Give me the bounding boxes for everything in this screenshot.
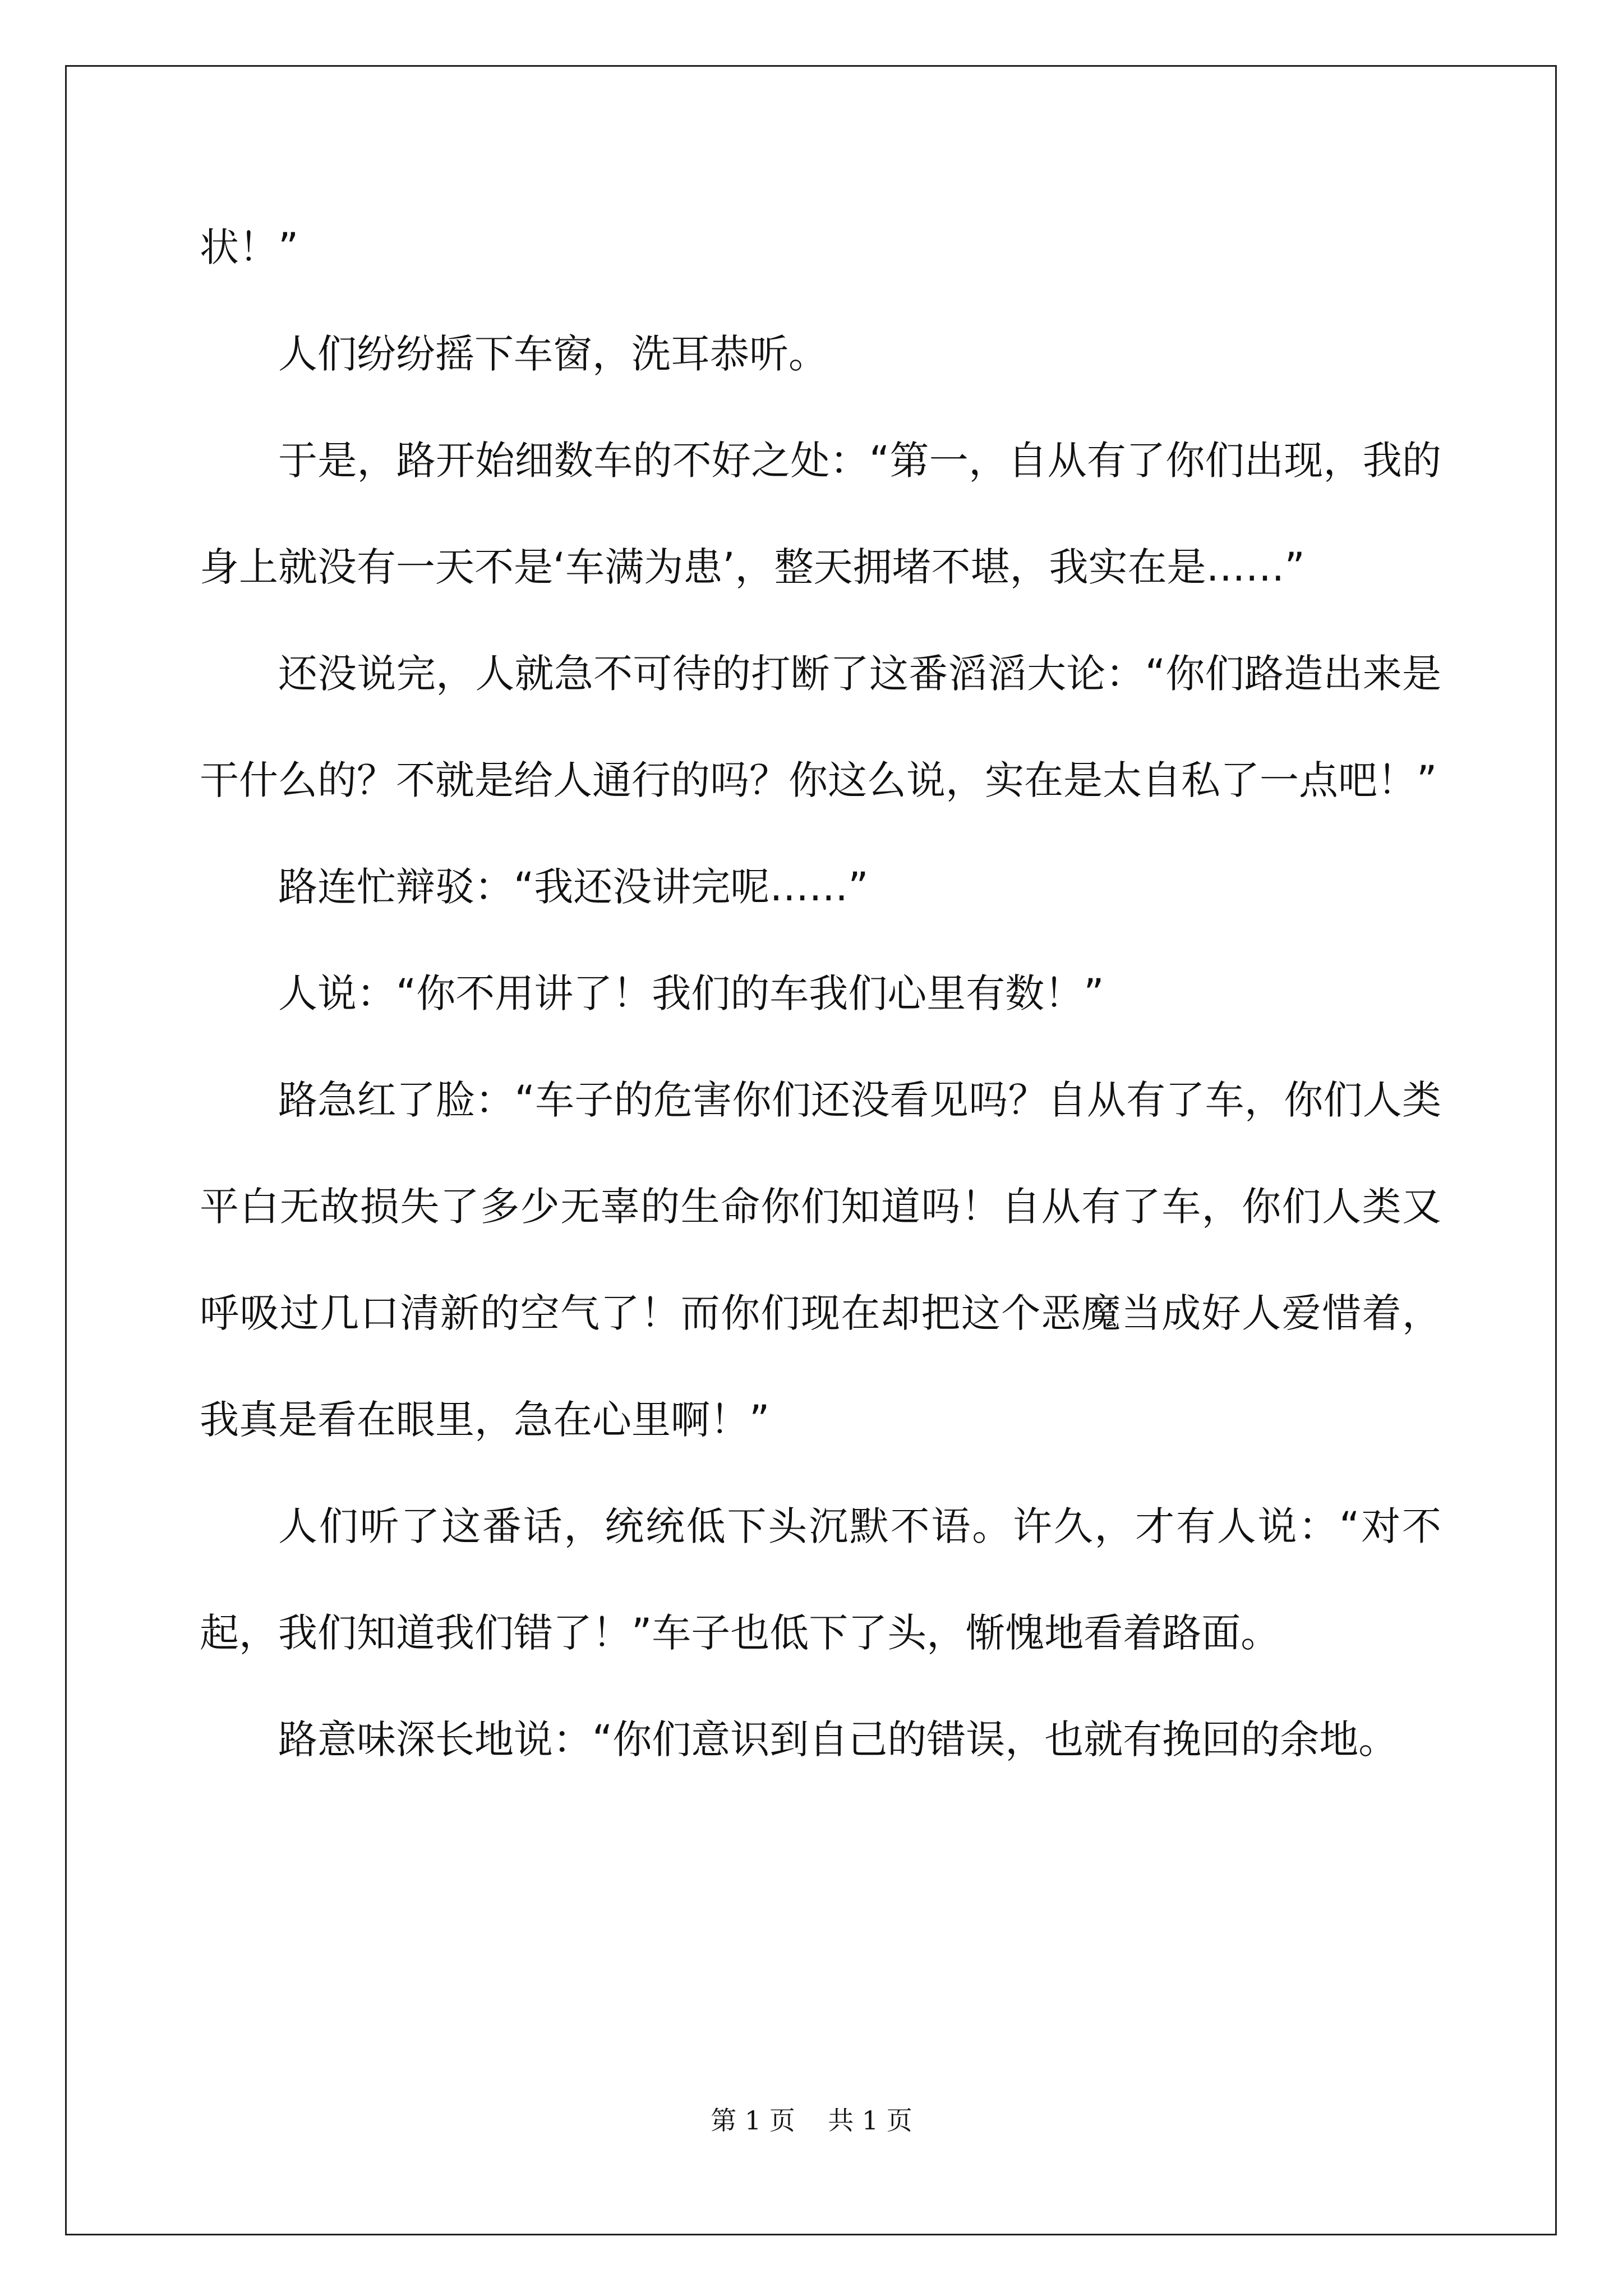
paragraph: 人说：“你不用讲了！我们的车我们心里有数！”	[278, 970, 1104, 1016]
paragraph: 人们听了这番话，统统低下头沉默不语。许久，才有人说：“对不起，我们知道我们错了！”车子也低下了头，惭愧地看着路面。	[200, 1503, 1441, 1656]
page-footer	[0, 2100, 1623, 2137]
page-number-label: 第 1 页 共 1 页	[711, 2105, 912, 2136]
paragraph: 路意味深长地说：“你们意识到自己的错误，也就有挽回的余地。	[278, 1717, 1398, 1763]
paragraph: 路急红了脸：“车子的危害你们还没看见吗？自从有了车，你们人类平白无故损失了多少无辜的生命你们知道吗！自从有了车，你们人类又呼吸过几口清新的空气了！而你们现在却把这个恶魔当成好人爱惜着，我真是看在眼里，急在心里啊！”	[200, 1077, 1441, 1443]
paragraph: 于是，路开始细数车的不好之处：“第一，自从有了你们出现，我的身上就没有一天不是‘车满为患’，整天拥堵不堪，我实在是……”	[200, 438, 1441, 590]
paragraph: 人们纷纷摇下车窗，洗耳恭听。	[278, 331, 828, 377]
paragraph: 还没说完，人就急不可待的打断了这番滔滔大论：“你们路造出来是干什么的？不就是给人通行的吗？你这么说，实在是太自私了一点吧！”	[200, 651, 1441, 803]
paragraph: 路连忙辩驳：“我还没讲完呢……”	[278, 864, 869, 910]
paragraph: 状！”	[200, 224, 299, 270]
document-body	[200, 194, 1441, 1793]
